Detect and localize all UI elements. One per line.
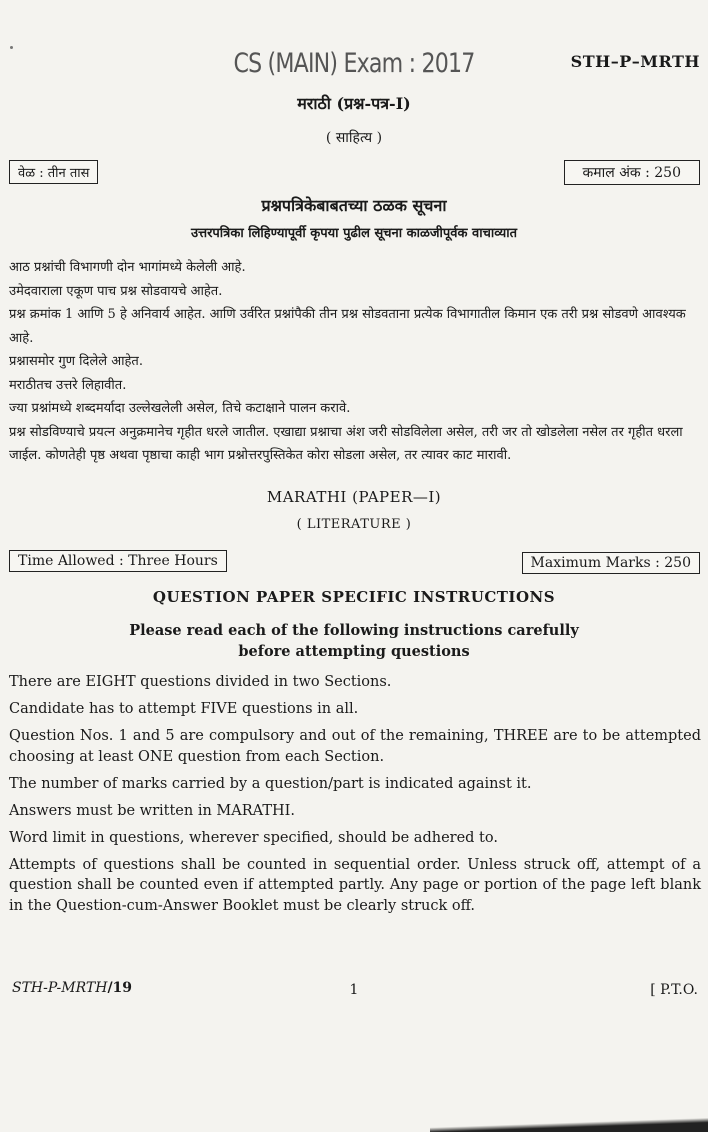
english-subject: MARATHI (PAPER—I): [266, 488, 442, 506]
english-instructions-list: [9, 672, 701, 923]
page-edge-shadow: [430, 1118, 708, 1132]
english-time-allowed: Time Allowed : Three Hours: [9, 550, 227, 572]
marathi-instruction: आठ प्रश्नांची विभागणी दोन भागांमध्ये केलेली आहे.: [9, 260, 246, 275]
english-instruction: Candidate has to attempt FIVE questions in all.: [9, 701, 359, 717]
english-instruction: Word limit in questions, wherever specified, should be adhered to.: [9, 829, 498, 846]
marathi-literature: ( साहित्य ): [325, 130, 383, 146]
english-instruction: There are EIGHT questions divided in two Sections.: [9, 674, 392, 690]
scan-speck: [10, 46, 13, 49]
footer-code-text: STH-P-MRTH: [12, 980, 108, 996]
footer-code-suffix: /19: [107, 980, 133, 996]
marathi-instruction: प्रश्नासमोर गुण दिलेले आहेत.: [9, 354, 143, 369]
marathi-max-marks: कमाल अंक : 250: [564, 160, 700, 185]
exam-title: CS (MAIN) Exam : 2017: [233, 48, 475, 79]
paper-code: STH–P–MRTH: [570, 52, 700, 71]
marathi-instruction: मराठीतच उत्तरे लिहावीत.: [9, 377, 127, 393]
marathi-instructions-list: [9, 256, 701, 468]
english-max-marks: Maximum Marks : 250: [522, 552, 700, 574]
marathi-instruction: प्रश्न क्रमांक 1 आणि 5 हे अनिवार्य आहेत. आणि उर्वरित प्रश्नांपैकी तीन प्रश्न सोडवताना प्रत्येक विभागातील किमान एक तरी प्रश्न सोडवणे आवश्यक आहे.: [9, 307, 686, 346]
marathi-instruction: उमेदवाराला एकूण पाच प्रश्न सोडवायचे आहेत.: [9, 283, 223, 299]
page-number: 1: [349, 982, 359, 998]
english-instructions-subheading: [0, 620, 708, 662]
english-instruction: Question Nos. 1 and 5 are compulsory and out of the remaining, THREE are to be attempted choosing at least ONE question from each Section.: [9, 728, 701, 765]
marathi-subject: मराठी (प्रश्न-पत्र-I): [297, 94, 411, 113]
marathi-instructions-subheading: उत्तरपत्रिका लिहिण्यापूर्वी कृपया पुढील सूचना काळजीपूर्वक वाचाव्यात: [191, 226, 517, 241]
english-instruction: Attempts of questions shall be counted in sequential order. Unless struck off, attempt of a question shall be counted even if attempted partly. Any page or portion of the page left blank in the Question-cum-Answer Booklet must be clearly struck off.: [9, 856, 701, 914]
english-instructions-heading: QUESTION PAPER SPECIFIC INSTRUCTIONS: [152, 588, 556, 606]
english-instruction: Answers must be written in MARATHI.: [9, 802, 295, 819]
marathi-instruction: प्रश्न सोडविण्याचे प्रयत्न अनुक्रमानेच गृहीत धरले जातील. एखाद्या प्रश्नाचा अंश जरी सोडविलेला असेल, तरी जर तो खोडलेला नसेल तर गृहीत धरला जाईल. कोणतेही पृष्ठ अथवा पृष्ठाचा काही भाग प्रश्नोत्तरपुस्तिकेत कोरा सोडला असेल, तर त्यावर काट मारावी.: [9, 424, 683, 463]
subheading-line: Please read each of the following instructions carefully: [129, 622, 579, 639]
english-instruction: The number of marks carried by a question/part is indicated against it.: [9, 775, 532, 792]
pto-label: [ P.T.O.: [650, 982, 698, 998]
marathi-time-allowed: वेळ : तीन तास: [9, 160, 98, 184]
subheading-line: before attempting questions: [238, 643, 470, 660]
english-literature: ( LITERATURE ): [296, 517, 412, 532]
marathi-instruction: ज्या प्रश्नांमध्ये शब्दमर्यादा उल्लेखलेली असेल, तिचे कटाक्षाने पालन करावे.: [9, 401, 351, 416]
marathi-instructions-heading: प्रश्नपत्रिकेबाबतच्या ठळक सूचना: [261, 196, 447, 215]
